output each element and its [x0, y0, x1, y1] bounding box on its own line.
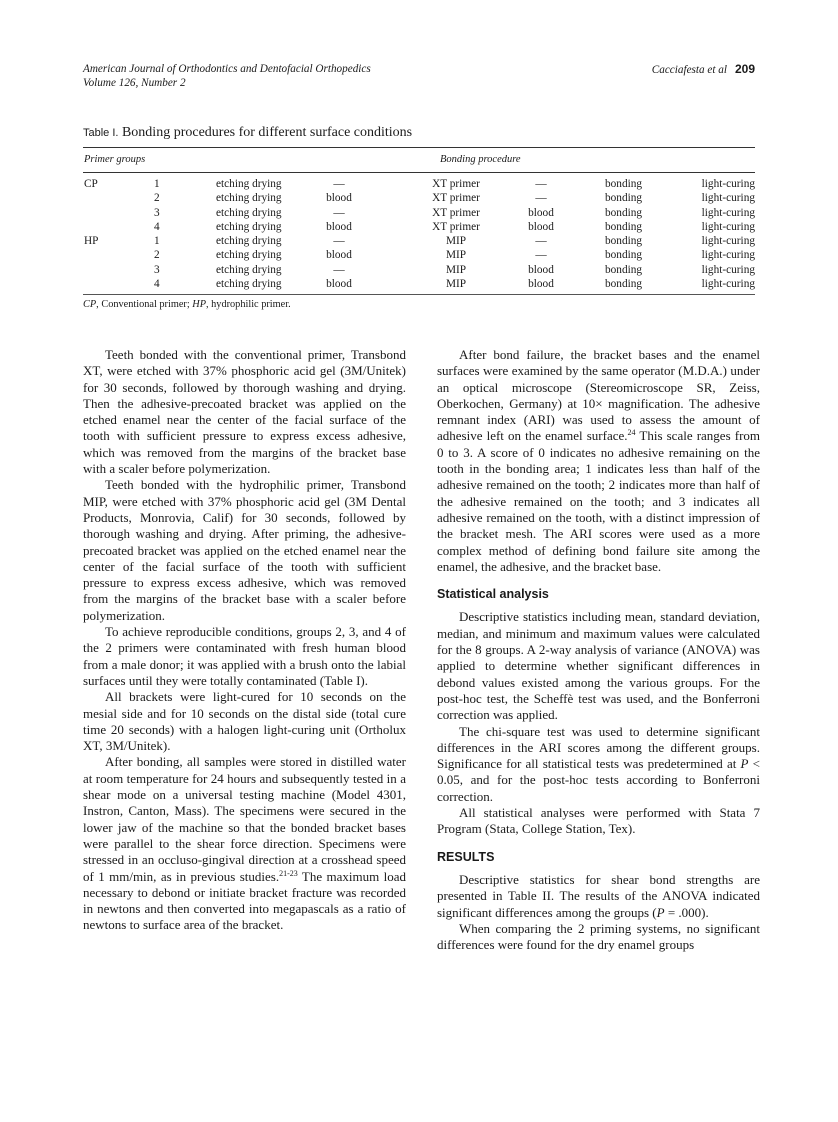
cell-cure: light-curing — [701, 192, 755, 205]
table-row — [83, 234, 755, 248]
cell-cure: light-curing — [701, 206, 755, 219]
text-run: After bonding, all samples were stored in distilled water at room temperature for 24 hours and subsequently tested in a shear mode on a universal testing machine (Model 4301, Instron, Canton, Mass). The specimens were secured in the lower jaw of the machine so that the bonded bracket bases were parallel to the shear force direction. Specimens were stressed in an occluso-gingival direction at a crosshead speed of 1 mm/min, as in previous studies. — [83, 754, 406, 884]
header-primer-groups: Primer groups — [84, 154, 146, 165]
italic-p: P — [740, 756, 749, 772]
left-column — [83, 347, 406, 934]
cell-num: 4 — [154, 278, 160, 291]
cell-etch: etching drying — [216, 263, 282, 276]
cell-primer: XT primer — [432, 206, 480, 219]
cell-primer: XT primer — [432, 220, 480, 233]
table-header — [83, 148, 755, 172]
cell-num: 3 — [154, 263, 160, 276]
table-row — [83, 220, 755, 234]
cell-cure: light-curing — [701, 263, 755, 276]
cell-cure: light-curing — [701, 278, 755, 291]
table-body — [83, 173, 755, 294]
paragraph: Teeth bonded with the hydrophilic primer, Transbond MIP, were etched with 37% phosphoric acid gel (3M Dental Products, Monrovia, Calif) for 30 seconds, followed by thorough washing and drying. After priming, the adhesive-precoated bracket was applied on the etched enamel near the center of the facial surface of the tooth with sufficient pressure to express excess adhesive, which was removed from the margins of the bracket base with a scaler before polymerization. — [83, 477, 406, 623]
cell-bond: bonding — [605, 235, 643, 248]
cell-num: 2 — [154, 192, 160, 205]
cell-etch: etching drying — [216, 278, 282, 291]
table-caption — [83, 125, 412, 141]
table-row — [83, 277, 755, 291]
cell-b1: — — [333, 263, 345, 276]
paragraph — [437, 872, 760, 921]
paragraph — [83, 754, 406, 933]
cell-bond: bonding — [605, 220, 643, 233]
footnote-abbr-hp: HP — [192, 299, 206, 311]
cell-b2: — — [535, 178, 547, 190]
cell-b1: blood — [326, 220, 352, 233]
text-run: < 0.05, and for the post-hoc tests according to Bonferroni correction. — [437, 756, 760, 804]
section-heading-results: RESULTS — [437, 849, 495, 864]
cell-b2: blood — [528, 206, 554, 219]
cell-b1: — — [333, 235, 345, 248]
paragraph — [437, 724, 760, 805]
authors: Cacciafesta et al — [651, 64, 727, 76]
paragraph: Descriptive statistics including mean, standard deviation, median, and minimum and maximum values were calculated for the 8 groups. A 2-way analysis of variance (ANOVA) was applied to determine whether significant differences in debond values existed among the various groups. For the post-hoc test, the Scheffè test was used, and the Bonferroni correction was applied. — [437, 609, 760, 723]
cell-etch: etching drying — [216, 192, 282, 205]
cell-etch: etching drying — [216, 206, 282, 219]
text-run: After bond failure, the bracket bases and the enamel surfaces were examined by the same operator (M.D.A.) under an optical microscope (Stereomicroscope SR, Zeiss, Oberkochen, Germany) at 10× magnification. The adhesive remnant index (ARI) was used to assess the amount of adhesive left on the enamel surface. — [437, 347, 760, 444]
table-row — [83, 177, 755, 191]
footnote-def-cp: , Conventional primer; — [96, 299, 193, 311]
footnote-def-hp: , hydrophilic primer. — [206, 299, 291, 311]
text-run: = .000). — [664, 904, 709, 920]
cell-primer: MIP — [445, 249, 467, 262]
reference-superscript: 21-23 — [279, 868, 298, 878]
cell-bond: bonding — [605, 263, 643, 276]
cell-cure: light-curing — [701, 178, 755, 190]
cell-bond: bonding — [605, 249, 643, 262]
text-run: The maximum load necessary to debond or initiate bracket fracture was recorded in newtons and then converted into megapascals as a ratio of newtons to surface area of the bracket. — [83, 868, 407, 933]
cell-cure: light-curing — [701, 235, 755, 248]
cell-b2: — — [535, 235, 547, 248]
cell-b1: — — [333, 178, 345, 190]
cell-etch: etching drying — [216, 220, 282, 233]
cell-primer: MIP — [445, 263, 467, 276]
cell-num: 1 — [154, 178, 160, 190]
paragraph: Teeth bonded with the conventional primer, Transbond XT, were etched with 37% phosphoric acid gel (3M/Unitek) for 30 seconds, followed by thorough washing and drying. Then the adhesive-precoated bracket was applied on the etched enamel near the center of the facial surface of the tooth with sufficient pressure to express excess adhesive, which was removed from the margins of the bracket base with a scaler before polymerization. — [83, 347, 406, 477]
section-heading-statistical-analysis: Statistical analysis — [437, 587, 549, 602]
text-run: Descriptive statistics for shear bond strengths are presented in Table II. The results of the ANOVA indicated significant differences among the groups ( — [437, 871, 760, 920]
table-row — [83, 248, 755, 262]
cell-b2: blood — [528, 278, 554, 291]
right-column — [437, 347, 760, 953]
cell-bond: bonding — [605, 278, 643, 291]
table-label: Table I. — [83, 127, 119, 139]
cell-b1: — — [333, 206, 345, 219]
header-bonding-procedure: Bonding procedure — [440, 154, 521, 165]
page-number: 209 — [734, 62, 755, 76]
running-head — [83, 62, 755, 90]
table-row — [83, 263, 755, 277]
paragraph: All brackets were light-cured for 10 seconds on the mesial side and for 10 seconds on the distal side (total cure time 20 seconds) with a halogen light-curing unit (Ortholux XT, 3M/Unitek). — [83, 689, 406, 754]
cell-primer: MIP — [445, 235, 467, 248]
cell-num: 3 — [154, 206, 160, 219]
paragraph: When comparing the 2 priming systems, no significant differences were found for the dry enamel groups — [437, 920, 760, 953]
paragraph: To achieve reproducible conditions, groups 2, 3, and 4 of the 2 primers were contaminated with fresh human blood from a male donor; it was applied with a brush onto the labial surfaces until they were totally contaminated (Table I). — [83, 624, 406, 688]
journal-volume: Volume 126, Number 2 — [83, 77, 186, 89]
footnote-abbr-cp: CP — [83, 299, 97, 311]
cell-b2: — — [535, 192, 547, 205]
cell-bond: bonding — [605, 206, 643, 219]
cell-cure: light-curing — [701, 220, 755, 233]
running-head-right — [652, 62, 755, 77]
table-footnote — [83, 299, 755, 310]
table-title: Bonding procedures for different surface conditions — [121, 125, 413, 140]
cell-etch: etching drying — [216, 235, 282, 248]
text-run: This scale ranges from 0 to 3. A score of 0 indicates no adhesive remaining on the tooth in the bonding area; 1 indicates less than half of the adhesive remained on the tooth; 2 indicates more than half of the adhesive remained on the tooth; and 3 indicates all adhesive remained on the tooth, with a distinct impression of the bracket mesh. The ARI scores were used as a more complex method of defining bond failure site among the enamel, the adhesive, and the bracket base. — [437, 428, 761, 574]
cell-b2: blood — [528, 263, 554, 276]
cell-b1: blood — [326, 278, 352, 291]
italic-p: P — [656, 904, 665, 920]
cell-primer: XT primer — [432, 178, 480, 190]
cell-bond: bonding — [605, 178, 643, 190]
cell-b1: blood — [326, 192, 352, 205]
table-row — [83, 191, 755, 205]
paragraph — [437, 347, 760, 575]
cell-primer: MIP — [445, 278, 467, 291]
cell-cure: light-curing — [701, 249, 755, 262]
table-row — [83, 206, 755, 220]
journal-title: American Journal of Orthodontics and Dentofacial Orthopedics — [83, 63, 371, 75]
cell-b1: blood — [326, 249, 352, 262]
cell-group: HP — [84, 235, 99, 248]
text-run: The chi-square test was used to determine significant differences in the ARI scores among the different groups. Significance for all statistical tests was predetermined at — [437, 723, 760, 772]
cell-etch: etching drying — [216, 249, 282, 262]
cell-num: 1 — [154, 235, 160, 248]
cell-b2: — — [535, 249, 547, 262]
cell-etch: etching drying — [216, 178, 282, 190]
cell-primer: XT primer — [432, 192, 480, 205]
reference-superscript: 24 — [627, 428, 636, 438]
cell-num: 2 — [154, 249, 160, 262]
cell-num: 4 — [154, 220, 160, 233]
cell-bond: bonding — [605, 192, 643, 205]
cell-group: CP — [84, 178, 98, 190]
cell-b2: blood — [528, 220, 554, 233]
table-bottom-rule — [83, 294, 755, 295]
bonding-procedures-table — [83, 147, 755, 310]
paragraph: All statistical analyses were performed with Stata 7 Program (Stata, College Station, Tex). — [437, 805, 760, 837]
